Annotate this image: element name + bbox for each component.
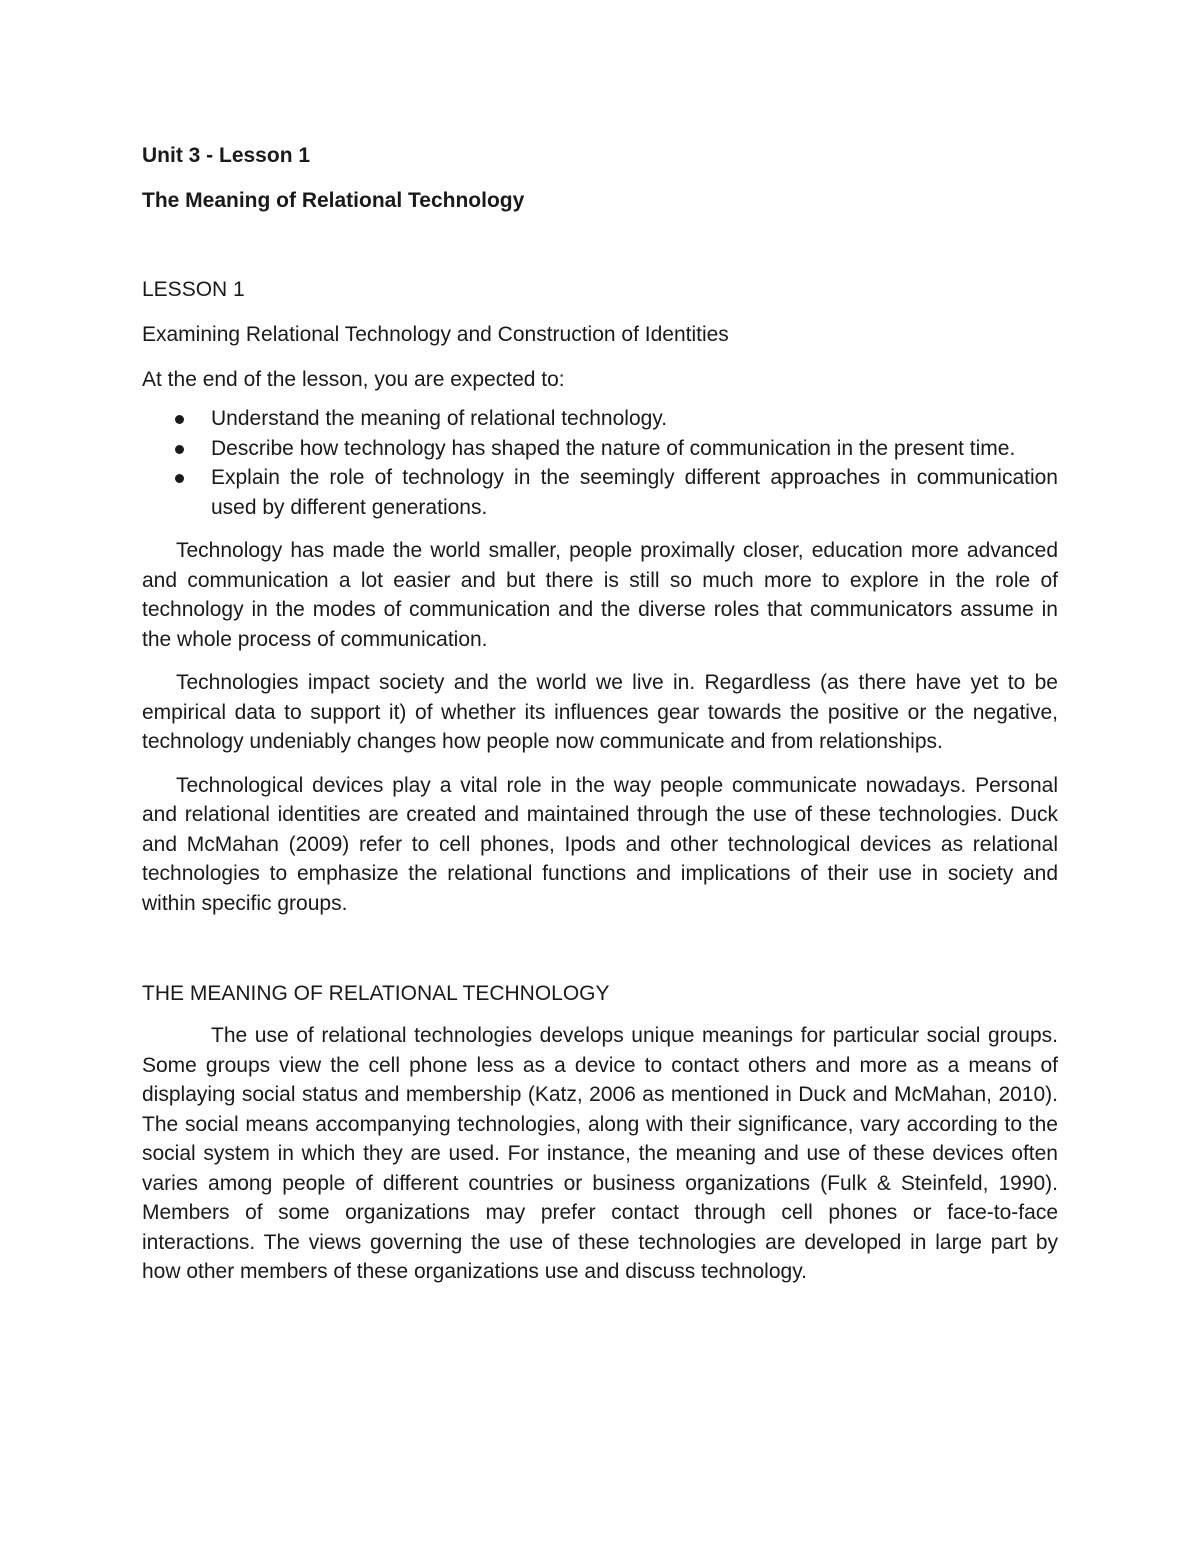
body-paragraph: Technologies impact society and the world we live in. Regardless (as there have yet to be empirical data to support it) of whether its influences gear towards the positive or the negative, technology undeniably changes how people now communicate and from relationships.: [142, 671, 1058, 753]
lesson-subtitle: Examining Relational Technology and Construction of Identities: [142, 323, 729, 346]
objectives-intro: At the end of the lesson, you are expected to:: [142, 368, 565, 391]
objective-text: Describe how technology has shaped the nature of communication in the present time.: [211, 436, 1016, 460]
objective-item: [142, 434, 1058, 464]
objective-item: [142, 463, 1058, 522]
lesson-title: The Meaning of Relational Technology: [142, 189, 525, 212]
unit-heading: Unit 3 - Lesson 1: [142, 144, 311, 167]
section-heading: THE MEANING OF RELATIONAL TECHNOLOGY: [142, 982, 610, 1005]
document-content: [142, 140, 1058, 1287]
body-paragraph: Technological devices play a vital role in the way people communicate nowadays. Personal and relational identities are created and maintained through the use of these technologies. Duck and McMahan (2009) refer to cell phones, Ipods and other technological devices as relational technologies to emphasize the relational functions and implications of their use in society and within specific groups.: [142, 773, 1058, 915]
objective-text: Understand the meaning of relational technology.: [211, 407, 668, 430]
section-paragraph: The use of relational technologies develops unique meanings for particular social groups. Some groups view the cell phone less as a device to contact others and more as a means of displaying social status and membership (Katz, 2006 as mentioned in Duck and McMahan, 2010). The social means accompanying technologies, along with their significance, vary according to the social system in which they are used. For instance, the meaning and use of these devices often varies among people of different countries or business organizations (Fulk & Steinfeld, 1990). Members of some organizations may prefer contact through cell phones or face-to-face interactions. The views governing the use of these technologies are developed in large part by how other members of these organizations use and discuss technology.: [142, 1024, 1058, 1283]
lesson-label: LESSON 1: [142, 278, 245, 301]
bullet-icon: [175, 445, 184, 454]
objectives-list: [142, 404, 1058, 522]
bullet-icon: [175, 474, 184, 483]
objective-item: [142, 404, 1058, 434]
objective-text: Explain the role of technology in the seemingly different approaches in communication used by different generations.: [211, 466, 1058, 519]
bullet-icon: [175, 415, 184, 424]
body-paragraph: Technology has made the world smaller, people proximally closer, education more advanced and communication a lot easier and but there is still so much more to explore in the role of technology in the modes of communication and the diverse roles that communicators assume in the whole process of communication.: [142, 539, 1058, 651]
